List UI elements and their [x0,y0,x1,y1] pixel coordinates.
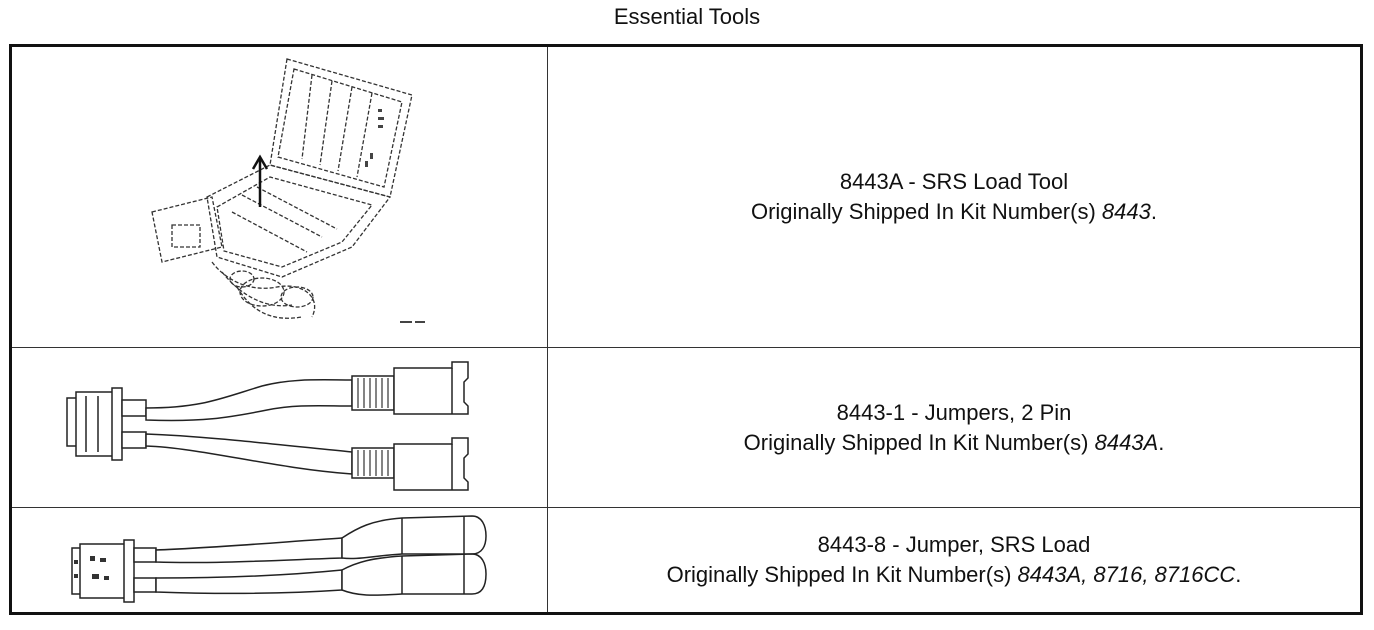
tool-name: 8443-1 - Jumpers, 2 Pin [836,399,1072,425]
table-row [12,508,1360,612]
tool-description [548,508,1360,612]
table-row [12,47,1360,348]
tool-description [548,47,1360,347]
shipped-in-line [744,428,1165,458]
jumper-srs-load-illustration-icon [12,508,548,612]
tool-image-cell [12,508,548,612]
tool-description [548,348,1360,507]
kit-numbers: 8443A [1094,429,1159,455]
table-row [12,348,1360,508]
shipped-in-label: Originally Shipped In Kit Number(s) [750,199,1096,224]
tool-image-cell [12,47,548,347]
jumpers-2-pin-illustration-icon [12,348,548,507]
tool-image-cell [12,348,548,507]
kit-numbers: 8443A, 8716, 8716CC [1017,562,1236,587]
shipped-in-line [667,560,1242,590]
shipped-in-line [751,197,1157,227]
essential-tools-table [9,44,1363,615]
srs-load-tool-illustration-icon [12,47,548,347]
kit-suffix: . [1158,429,1165,455]
tool-name: 8443A - SRS Load Tool [839,169,1069,194]
kit-suffix: . [1235,562,1242,587]
page-title: Essential Tools [613,4,761,29]
tool-name: 8443-8 - Jumper, SRS Load [817,532,1091,557]
kit-numbers: 8443 [1101,199,1151,224]
shipped-in-label: Originally Shipped In Kit Number(s) [743,429,1089,455]
kit-suffix: . [1150,199,1157,224]
shipped-in-label: Originally Shipped In Kit Number(s) [666,562,1012,587]
